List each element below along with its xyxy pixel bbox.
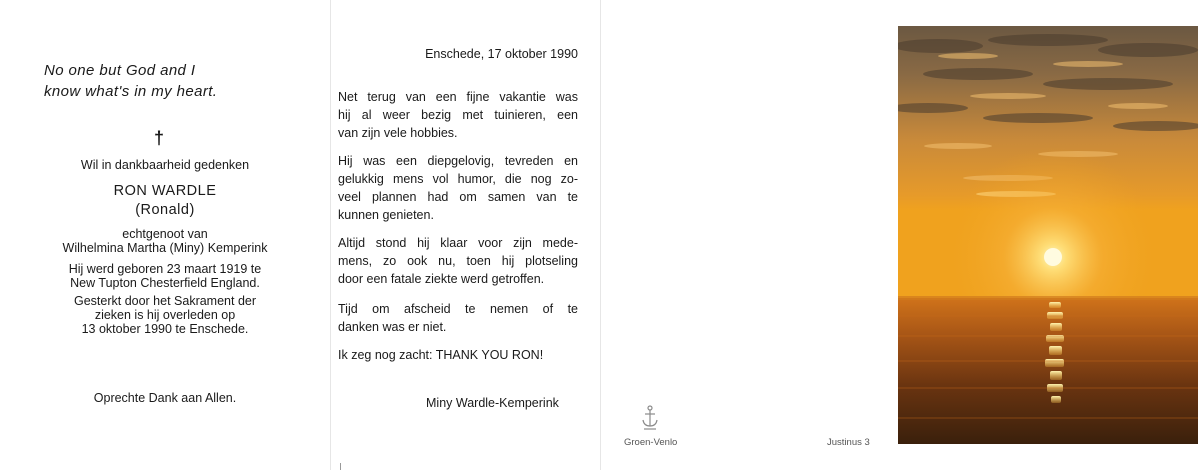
memorial-panel	[0, 0, 330, 470]
text-line: Tijd om afscheid te nemen of te	[338, 302, 578, 316]
text-line: veel plannen had om samen van te	[338, 190, 578, 204]
text-line: van zijn vele hobbies.	[338, 126, 458, 140]
spouse-name: Wilhelmina Martha (Miny) Kemperink	[62, 241, 268, 255]
birth-line-2: New Tupton Chesterfield England.	[70, 276, 260, 290]
text-line: Hij was een diepgelovig, tevreden en	[338, 154, 578, 168]
deceased-name: RON WARDLE	[113, 183, 217, 199]
verse-line-2: know what's in my heart.	[44, 83, 218, 100]
text-line: hij al weer bezig met tuinieren, een	[338, 108, 578, 122]
letter-date: Enschede, 17 oktober 1990	[425, 47, 578, 61]
text-line: Altijd stond hij klaar voor zijn mede-	[338, 236, 578, 250]
birth-line-1: Hij werd geboren 23 maart 1919 te	[68, 262, 262, 276]
text-line: kunnen genieten.	[338, 208, 434, 222]
printer-logo-icon	[640, 404, 660, 432]
text-line: danken was er niet.	[338, 320, 447, 334]
death-line-3: 13 oktober 1990 te Enschede.	[81, 322, 249, 336]
paragraph-2	[338, 152, 578, 224]
paragraph-4	[338, 300, 578, 336]
paragraph-1	[338, 88, 578, 142]
sunset-photo	[898, 26, 1198, 444]
text-line: Net terug van een fijne vakantie was	[338, 90, 578, 104]
printer-credit: Groen-Venlo	[624, 437, 678, 448]
series-number: Justinus 3	[827, 437, 870, 448]
paragraph-3	[338, 234, 578, 288]
signature: Miny Wardle-Kemperink	[426, 396, 559, 410]
text-line: gelukkig mens vol humor, die nog zo-	[338, 172, 578, 186]
cross-icon: †	[153, 128, 164, 148]
spouse-label: echtgenoot van	[122, 227, 208, 241]
verse	[44, 60, 217, 102]
letter-panel	[330, 0, 600, 470]
text-line: mens, zo ook nu, toen hij plotseling	[338, 254, 578, 268]
thanks-text: Oprechte Dank aan Allen.	[93, 391, 237, 405]
closing-line: Ik zeg nog zacht: THANK YOU RON!	[338, 348, 544, 362]
text-line: door een fatale ziekte werd getroffen.	[338, 272, 545, 286]
memorial-intro: Wil in dankbaarheid gedenken	[80, 158, 250, 172]
death-line-1: Gesterkt door het Sakrament der	[73, 294, 257, 308]
deceased-nickname: (Ronald)	[135, 202, 195, 218]
death-line-2: zieken is hij overleden op	[94, 308, 236, 322]
verse-line-1: No one but God and I	[44, 62, 196, 79]
